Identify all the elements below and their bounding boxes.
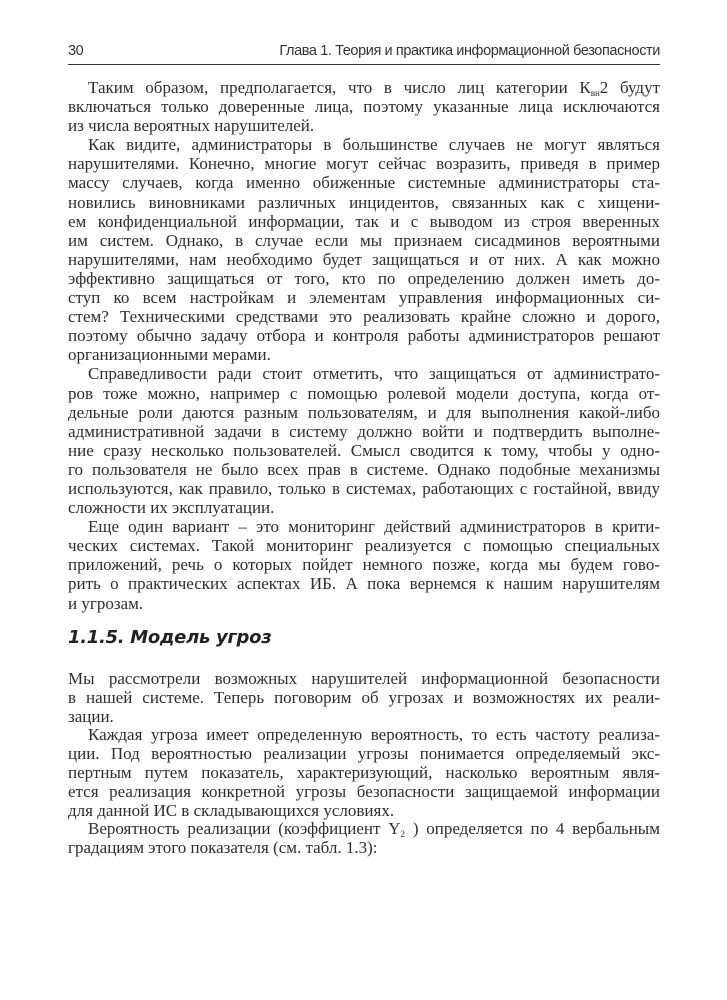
text-line (68, 384, 660, 403)
paragraph (68, 78, 660, 135)
text-line (68, 536, 660, 555)
paragraph (68, 135, 660, 364)
text-segment: ческих системах. Такой мониторинг реализуется с помощью специальных (68, 536, 660, 556)
paragraph (68, 726, 660, 820)
text-segment: административной задачи в систему должно войти и подтвердить выполне- (68, 421, 660, 441)
text-line (68, 173, 660, 192)
text-segment: для данной ИС в складывающихся условиях. (68, 800, 395, 820)
text-segment: дельные роли даются разным пользователям, и для выполнения какой-либо (68, 402, 660, 422)
text-line (68, 460, 660, 479)
text-line (68, 726, 660, 745)
text-segment: ров тоже можно, например с помощью ролевой модели доступа, когда от- (68, 383, 660, 403)
text-line (68, 345, 660, 364)
text-segment: Каждая угроза имеет определенную вероятность, то есть частоту реализа- (88, 725, 660, 745)
text-segment: пертным путем показатель, характеризующий, насколько вероятным явля- (68, 762, 660, 782)
text-segment: ем конфиденциальной информации, так и с выводом из строя вверенных (68, 211, 660, 231)
running-header (68, 40, 660, 65)
text-line (68, 154, 660, 173)
text-line (68, 269, 660, 288)
paragraph (68, 820, 660, 858)
text-segment: ется реализация конкретной угрозы безопасности защищаемой информации (68, 781, 660, 801)
text-segment: ние сразу несколько пользователей. Смысл сводится к тому, чтобы у одно- (68, 440, 660, 460)
text-segment: Мы рассмотрели возможных нарушителей информационной безопасности (68, 669, 660, 688)
text-segment: ) определяется по 4 вербальным (405, 819, 660, 839)
text-segment: градациям этого показателя (см. табл. 1.3): (68, 838, 378, 858)
text-segment: зации. (68, 706, 114, 726)
body-text-bottom (68, 670, 660, 858)
text-segment: им систем. Однако, в случае если мы признаем сисадминов вероятными (68, 230, 660, 250)
text-segment: включаться только доверенные лица, поэтому указанные лица исключаются (68, 97, 660, 117)
text-line (68, 307, 660, 326)
text-segment: ции. Под вероятностью реализации угрозы понимается определяемый экс- (68, 744, 660, 764)
text-segment: Еще один вариант – это мониторинг действий администраторов в крити- (88, 517, 660, 537)
text-line (68, 498, 660, 517)
page-number: 30 (68, 43, 84, 59)
text-line (68, 574, 660, 593)
paragraph (68, 364, 660, 517)
text-segment: новились виновниками различных инцидентов, связанных как с хищени- (68, 192, 660, 212)
text-segment: эффективно защищаться от того, кто по определению должен иметь до- (68, 268, 660, 288)
text-line (68, 116, 660, 135)
text-line (68, 689, 660, 708)
section-heading: 1.1.5. Модель угроз (68, 627, 272, 648)
text-segment: массу случаев, когда именно обиженные системные администраторы ста- (68, 173, 660, 193)
text-line (68, 555, 660, 574)
text-line (68, 670, 660, 689)
text-segment: Как видите, администраторы в большинстве случаев не могут являться (88, 135, 660, 155)
text-segment: приложений, речь о которых пойдет немного позже, когда мы будем гово- (68, 555, 660, 575)
text-segment: рить о практических аспектах ИБ. А пока вернемся к нашим нарушителям (68, 574, 660, 594)
text-line (68, 193, 660, 212)
text-line (68, 97, 660, 116)
text-line (68, 364, 660, 383)
text-line (68, 839, 660, 858)
text-segment: сложности их эксплуатации. (68, 498, 275, 518)
text-segment: нарушителями, нам необходимо будет защищаться и от них. А как можно (68, 249, 660, 269)
body-text-top (68, 78, 660, 613)
subscript: вн (590, 88, 600, 98)
text-line (68, 441, 660, 460)
text-line (68, 422, 660, 441)
text-segment: поэтому обычно задачу отбора и контроля работы администраторов решают (68, 326, 660, 346)
text-line (68, 820, 660, 839)
text-segment: 2 будут (599, 78, 660, 97)
text-segment: Вероятность реализации (коэффициент Y (88, 819, 401, 839)
text-line (68, 764, 660, 783)
text-segment: в нашей системе. Теперь поговорим об угрозах и возможностях их реали- (68, 687, 660, 707)
text-line (68, 78, 660, 97)
text-line (68, 403, 660, 422)
text-line (68, 594, 660, 613)
paragraph (68, 517, 660, 612)
paragraph (68, 670, 660, 726)
text-line (68, 135, 660, 154)
text-segment: Таким образом, предполагается, что в число лиц категории К (88, 78, 591, 97)
text-segment: го пользователя не было всех прав в системе. Однако подобные механизмы (68, 459, 660, 479)
text-segment: используются, как правило, только в системах, работающих с гостайной, ввиду (68, 478, 660, 498)
text-line (68, 783, 660, 802)
text-line (68, 231, 660, 250)
chapter-title: Глава 1. Теория и практика информационной безопасности (279, 43, 660, 59)
text-line (68, 326, 660, 345)
text-line (68, 212, 660, 231)
text-line (68, 517, 660, 536)
text-line (68, 250, 660, 269)
text-segment: организационными мерами. (68, 345, 271, 365)
text-line (68, 708, 660, 727)
text-segment: из числа вероятных нарушителей. (68, 116, 315, 136)
text-segment: Справедливости ради стоит отметить, что защищаться от администрато- (88, 364, 660, 384)
text-line (68, 745, 660, 764)
text-line (68, 802, 660, 821)
text-segment: ступ ко всем настройкам и элементам управления информационных си- (68, 288, 660, 308)
text-segment: и угрозам. (68, 593, 144, 613)
text-line (68, 479, 660, 498)
subscript: 2 (400, 829, 406, 840)
text-segment: стем? Техническими средствами это реализовать крайне сложно и дорого, (68, 307, 660, 327)
text-segment: нарушителями. Конечно, многие могут сейчас возразить, приведя в пример (68, 154, 660, 174)
text-line (68, 288, 660, 307)
